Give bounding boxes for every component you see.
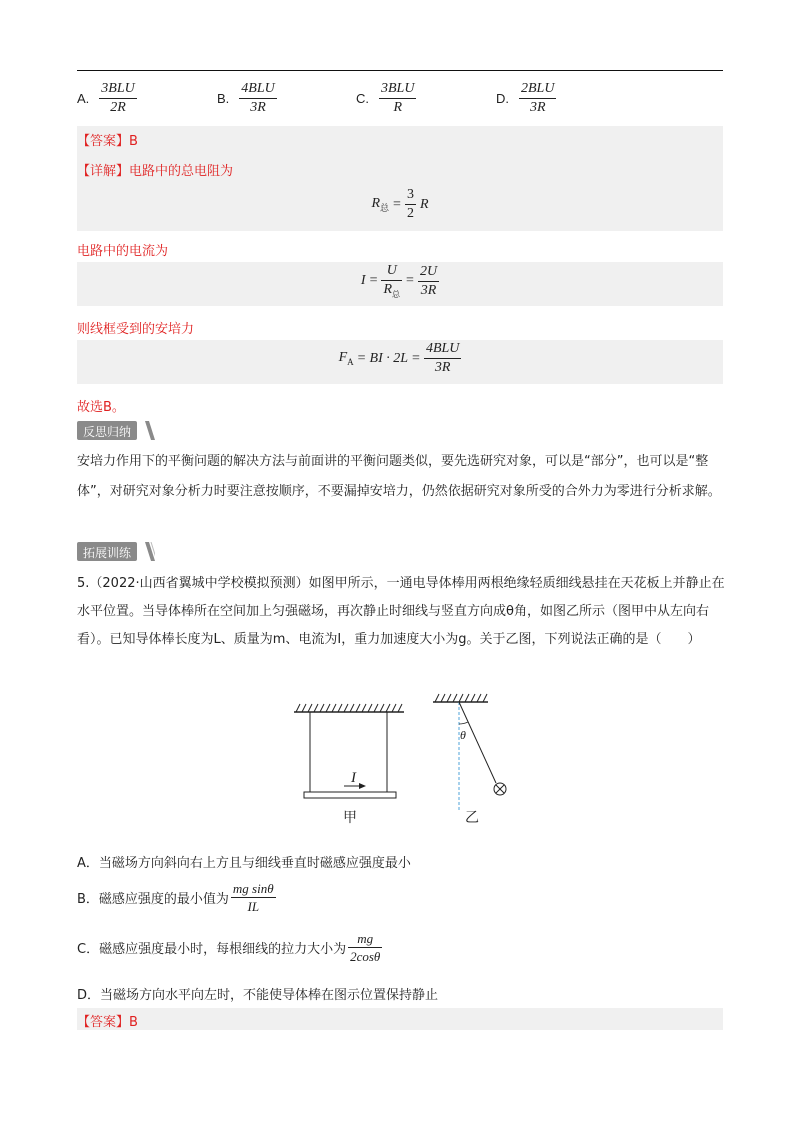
equation-total-resistance: $R_总$ = $\frac{3}{2}$ R <box>371 187 429 221</box>
current-text: 电路中的电流为 <box>77 244 169 259</box>
reflect-paragraph: 安培力作用下的平衡问题的解决方法与前面讲的平衡问题类似，要先选研究对象，可以是“部分”，也可以是“整体”，对研究对象分析力时要注意按顺序，不要漏掉安培力，仍然依据研究对象所受的合外力为零进行分析求解。 <box>77 454 721 499</box>
fig-b-caption: 乙 <box>465 810 479 826</box>
option-d: D. $\frac{\text{2BLU}}{3R}$ <box>496 81 555 115</box>
fig-b-rod-into-page <box>494 783 506 795</box>
option-a-fraction: $\frac{\text{3BLU}}{2R}$ <box>101 81 135 115</box>
option-d-fraction: $\frac{\text{2BLU}}{3R}$ <box>521 81 555 115</box>
option-a: A. $\frac{\text{3BLU}}{2R}$ <box>77 81 135 115</box>
reflect-tag-arrow <box>145 421 155 440</box>
answer2-line: 【答案】B <box>77 1015 138 1030</box>
fig-a-arrowhead <box>359 783 366 789</box>
fig-b-angle-label: θ <box>460 728 466 742</box>
answer-line: 【答案】B <box>77 134 138 149</box>
extend-tag-arrow <box>145 542 155 561</box>
question-option-d: D．当磁场方向水平向左时，不能使导体棒在图示位置保持静止 <box>77 988 439 1003</box>
fig-b-string <box>459 702 496 783</box>
fig-a-ceiling <box>294 704 404 712</box>
conclusion-text: 故选B。 <box>77 400 125 415</box>
ampere-force-text: 则线框受到的安培力 <box>77 322 195 337</box>
figure-diagram <box>280 688 540 828</box>
fig-b-angle-arc <box>459 722 468 724</box>
detail-line: 【详解】电路中的总电阻为 <box>77 164 234 179</box>
fig-a-rod <box>304 792 396 798</box>
equation-current: I = $\frac{U}{R_总}$ = $\frac{2U}{3R}$ <box>360 263 438 299</box>
option-b-fraction: $\frac{\text{4BLU}}{3R}$ <box>241 81 275 115</box>
question-option-b: B．磁感应强度的最小值为 $\frac{\text{mg sinθ}}{IL}$ <box>77 881 274 914</box>
header-rule <box>77 70 723 71</box>
answer2-bg <box>77 1008 723 1030</box>
question-text: 5.（2022·山西省翼城中学校模拟预测）如图甲所示，一通电导体棒用两根绝缘轻质细线悬挂在天花板上并静止在水平位置。当导体棒所在空间加上匀强磁场，再次静止时细线与竖直方向成θ角，如图乙所示（图甲中从左向右看）。已知导体棒长度为L、质量为m、电流为I，重力加速度大小为g。关于乙图，下列说法正确的是（ ） <box>77 576 725 647</box>
option-c: C. $\frac{\text{3BLU}}{R}$ <box>356 81 415 115</box>
question-option-c: C．磁感应强度最小时，每根细线的拉力大小为 $\frac{mg}{2\cos\theta}$ <box>77 931 381 964</box>
option-b: B. $\frac{\text{4BLU}}{3R}$ <box>217 81 275 115</box>
option-c-fraction: $\frac{\text{3BLU}}{R}$ <box>381 81 415 115</box>
fig-a-caption: 甲 <box>343 810 357 826</box>
fig-b-ceiling <box>433 694 488 702</box>
question-option-a: A．当磁场方向斜向右上方且与细线垂直时磁感应强度最小 <box>77 856 411 871</box>
reflect-tag: 反思归纳 <box>77 421 137 440</box>
fig-a-current-label: I <box>351 770 356 786</box>
extend-tag: 拓展训练 <box>77 542 137 561</box>
equation-ampere-force: $F_A$ = BI · 2L = $\frac{\text{4BLU}}{3R}$ <box>338 341 460 375</box>
